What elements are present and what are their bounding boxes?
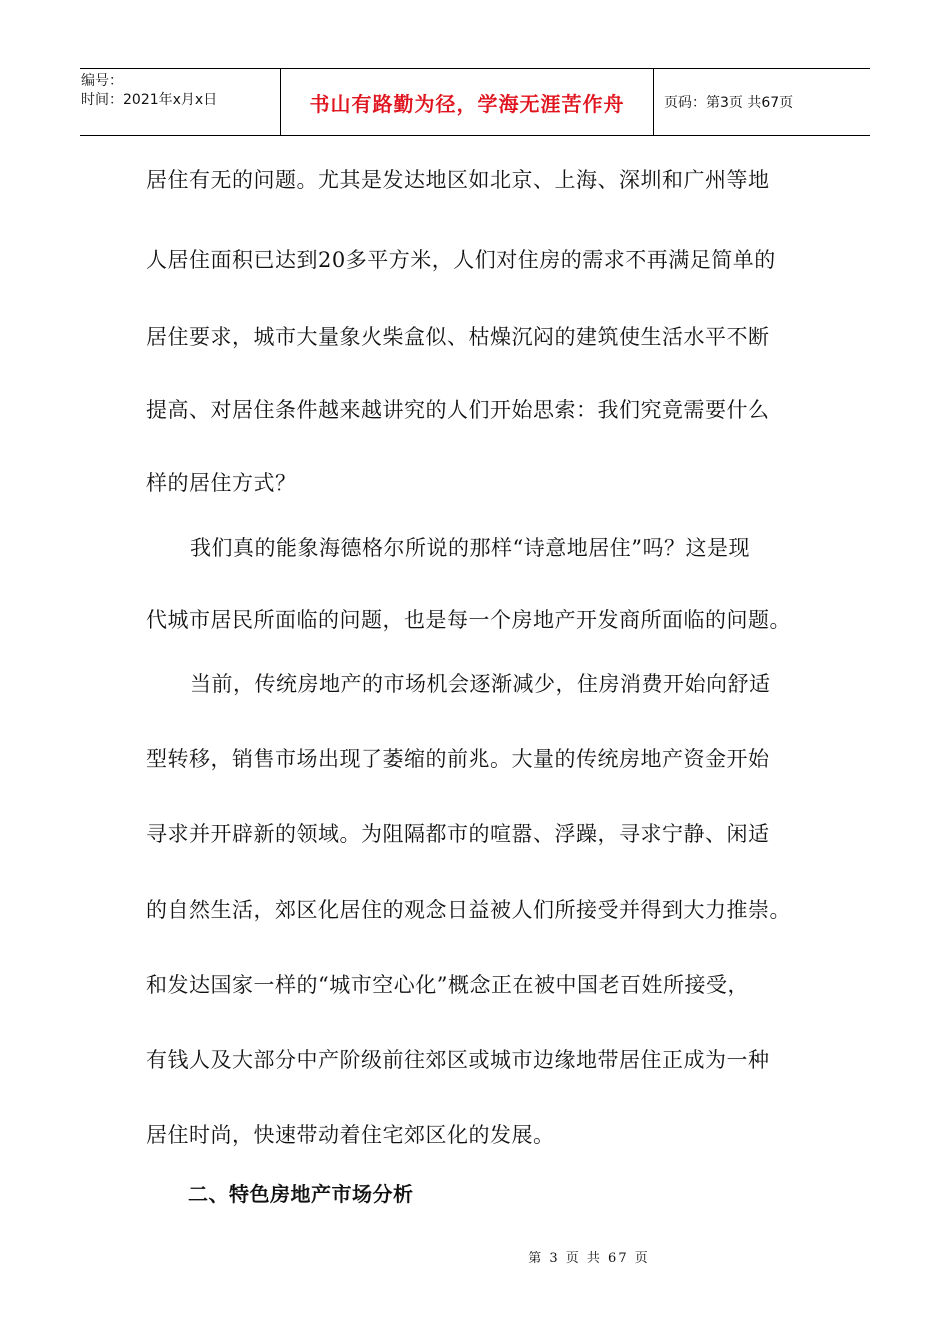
page-header [80, 68, 870, 136]
header-page-info: 页码：第3页 共67页 [664, 95, 794, 111]
header-motto: 书山有路勤为径，学海无涯苦作舟 [309, 91, 625, 116]
body-line: 人居住面积已达到20多平方米，人们对住房的需求不再满足简单的 [146, 248, 776, 272]
header-meta-cell [80, 69, 281, 135]
footer-page-number: 第 3 页 共 67 页 [528, 1251, 650, 1266]
page-footer [0, 1247, 950, 1266]
body-line: 居住有无的问题。尤其是发达地区如北京、上海、深圳和广州等地 [146, 168, 770, 192]
body-line: 居住要求，城市大量象火柴盒似、枯燥沉闷的建筑使生活水平不断 [146, 325, 770, 349]
body-line: 的自然生活，郊区化居住的观念日益被人们所接受并得到大力推崇。 [146, 898, 791, 922]
header-motto-cell [281, 69, 654, 135]
document-number-label: 编号： [81, 73, 123, 89]
document-date: 时间：2021年x月x日 [81, 92, 218, 108]
body-line: 和发达国家一样的“城市空心化”概念正在被中国老百姓所接受， [146, 973, 749, 997]
body-line: 寻求并开辟新的领域。为阻隔都市的喧嚣、浮躁，寻求宁静、闲适 [146, 822, 770, 846]
body-line: 有钱人及大部分中产阶级前往郊区或城市边缘地带居住正成为一种 [146, 1048, 770, 1072]
body-line: 样的居住方式？ [146, 471, 297, 495]
section-heading: 二、特色房地产市场分析 [188, 1182, 414, 1206]
body-line: 代城市居民所面临的问题，也是每一个房地产开发商所面临的问题。 [146, 608, 791, 632]
body-line: 提高、对居住条件越来越讲究的人们开始思索：我们究竟需要什么 [146, 398, 770, 422]
body-line: 居住时尚，快速带动着住宅郊区化的发展。 [146, 1123, 555, 1147]
body-line: 型转移，销售市场出现了萎缩的前兆。大量的传统房地产资金开始 [146, 747, 770, 771]
header-page-cell [654, 69, 870, 135]
paragraph-start-line: 当前，传统房地产的市场机会逐渐减少，住房消费开始向舒适 [190, 672, 771, 696]
paragraph-start-line: 我们真的能象海德格尔所说的那样“诗意地居住”吗？这是现 [190, 536, 750, 560]
